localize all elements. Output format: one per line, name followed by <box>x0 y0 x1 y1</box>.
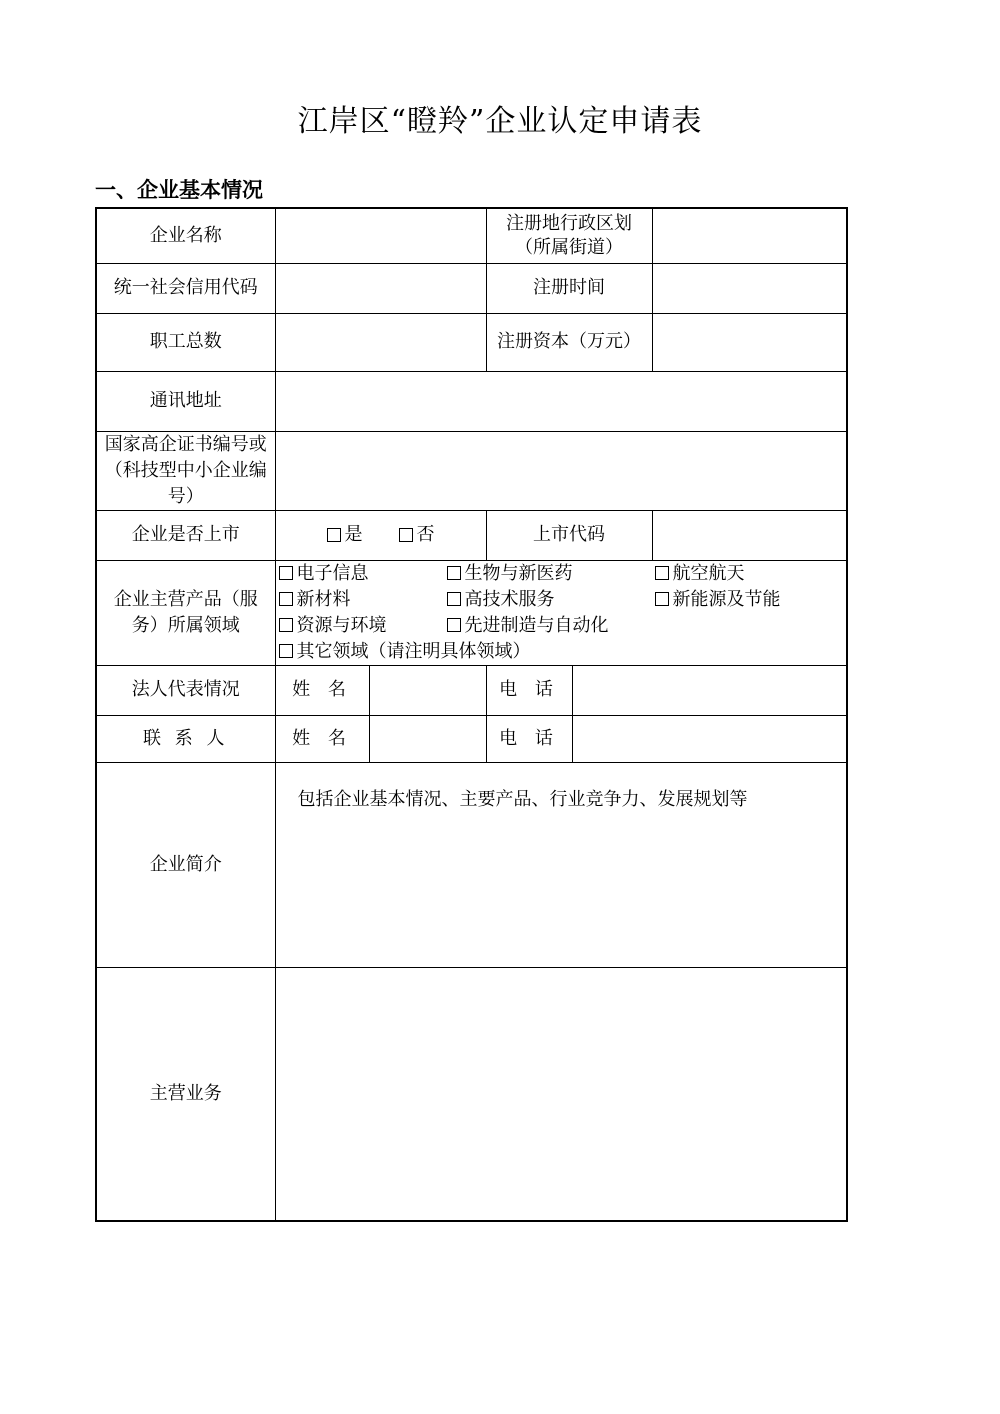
checkbox-icon[interactable] <box>447 592 461 606</box>
certificate-no-field[interactable] <box>275 431 847 510</box>
row-address <box>96 371 847 431</box>
domain-option[interactable]: 先进制造与自动化 <box>447 613 609 639</box>
row-company-name <box>96 208 847 263</box>
company-profile-label: 企业简介 <box>96 762 275 967</box>
listing-code-label: 上市代码 <box>486 510 652 560</box>
registered-capital-label: 注册资本（万元） <box>486 313 652 371</box>
legal-rep-phone-label: 电 话 <box>486 665 572 715</box>
checkbox-icon[interactable] <box>279 644 293 658</box>
page-title: 江岸区“瞪羚”企业认定申请表 <box>297 104 703 139</box>
domain-option[interactable]: 高技术服务 <box>447 587 655 613</box>
legal-rep-label: 法人代表情况 <box>96 665 275 715</box>
company-profile-field[interactable] <box>275 762 847 967</box>
total-employees-label: 职工总数 <box>96 313 275 371</box>
credit-code-field[interactable] <box>275 263 486 313</box>
checkbox-icon[interactable] <box>327 528 341 542</box>
checkbox-icon[interactable] <box>279 566 293 580</box>
domain-option[interactable]: 新能源及节能 <box>655 587 781 613</box>
contact-name-label: 姓 名 <box>275 715 369 762</box>
registration-time-label: 注册时间 <box>486 263 652 313</box>
domain-option[interactable]: 航空航天 <box>655 561 745 587</box>
checkbox-icon[interactable] <box>447 618 461 632</box>
domain-options <box>275 560 847 665</box>
legal-rep-name-field[interactable] <box>369 665 486 715</box>
listed-no-option[interactable]: 否 <box>399 522 435 548</box>
row-company-profile <box>96 762 847 967</box>
company-name-field[interactable] <box>275 208 486 263</box>
checkbox-icon[interactable] <box>279 592 293 606</box>
registration-time-field[interactable] <box>652 263 847 313</box>
address-label: 通讯地址 <box>96 371 275 431</box>
row-contact <box>96 715 847 762</box>
legal-rep-name-label: 姓 名 <box>275 665 369 715</box>
domain-option[interactable]: 电子信息 <box>279 561 447 587</box>
application-form-table <box>95 207 848 1222</box>
row-employees <box>96 313 847 371</box>
main-business-field[interactable] <box>275 967 847 1221</box>
contact-phone-field[interactable] <box>572 715 847 762</box>
row-product-domain <box>96 560 847 665</box>
row-main-business <box>96 967 847 1221</box>
checkbox-icon[interactable] <box>279 618 293 632</box>
total-employees-field[interactable] <box>275 313 486 371</box>
domain-option[interactable]: 资源与环境 <box>279 613 447 639</box>
contact-phone-label: 电 话 <box>486 715 572 762</box>
is-listed-label: 企业是否上市 <box>96 510 275 560</box>
listing-code-field[interactable] <box>652 510 847 560</box>
registered-district-label: 注册地行政区划（所属街道） <box>486 208 652 263</box>
credit-code-label: 统一社会信用代码 <box>96 263 275 313</box>
section-heading: 一、企业基本情况 <box>95 178 263 202</box>
checkbox-icon[interactable] <box>655 566 669 580</box>
row-credit-code <box>96 263 847 313</box>
contact-person-label: 联 系 人 <box>96 715 275 762</box>
listing-options <box>275 510 486 560</box>
contact-name-field[interactable] <box>369 715 486 762</box>
legal-rep-phone-field[interactable] <box>572 665 847 715</box>
company-name-label: 企业名称 <box>96 208 275 263</box>
registered-capital-field[interactable] <box>652 313 847 371</box>
row-certificate <box>96 431 847 510</box>
product-domain-label: 企业主营产品（服务）所属领域 <box>96 560 275 665</box>
listed-yes-option[interactable]: 是 <box>327 522 399 548</box>
address-field[interactable] <box>275 371 847 431</box>
checkbox-icon[interactable] <box>399 528 413 542</box>
checkbox-icon[interactable] <box>447 566 461 580</box>
registered-district-field[interactable] <box>652 208 847 263</box>
certificate-no-label: 国家高企证书编号或（科技型中小企业编号） <box>96 431 275 510</box>
row-listing <box>96 510 847 560</box>
row-legal-rep <box>96 665 847 715</box>
profile-hint-text: 包括企业基本情况、主要产品、行业竞争力、发展规划等 <box>297 788 748 810</box>
main-business-label: 主营业务 <box>96 967 275 1221</box>
checkbox-icon[interactable] <box>655 592 669 606</box>
domain-option-other[interactable]: 其它领域（请注明具体领域） <box>279 639 531 665</box>
domain-option[interactable]: 生物与新医药 <box>447 561 655 587</box>
domain-option[interactable]: 新材料 <box>279 587 447 613</box>
